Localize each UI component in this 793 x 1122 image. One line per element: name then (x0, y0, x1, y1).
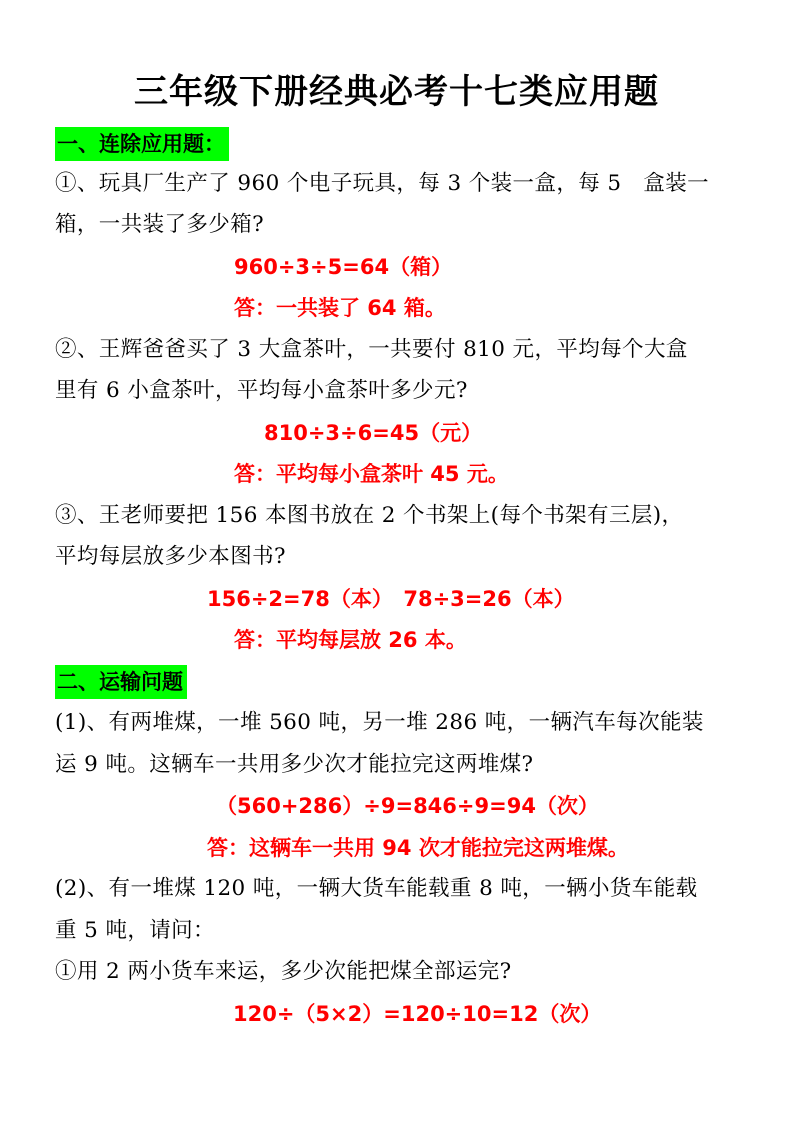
page-title: 三年级下册经典必考十七类应用题 (134, 72, 659, 112)
question-2-line-2: 里有 6 小盒茶叶，平均每小盒茶叶多少元? (55, 378, 468, 403)
transport-question-1-answer: 答：这辆车一共用 94 次才能拉完这两堆煤。 (207, 836, 629, 860)
question-1-calculation: 960÷3÷5=64（箱） (234, 255, 453, 279)
question-1-answer: 答：一共装了 64 箱。 (234, 296, 446, 320)
transport-question-1-line-2: 运 9 吨。这辆车一共用多少次才能拉完这两堆煤? (55, 752, 534, 777)
transport-question-2-sub-1: ①用 2 两小货车来运，多少次能把煤全部运完? (55, 959, 512, 984)
transport-question-2-line-1: (2)、有一堆煤 120 吨，一辆大货车能载重 8 吨，一辆小货车能载 (55, 876, 698, 901)
question-1-line-2: 箱，一共装了多少箱? (55, 212, 265, 237)
transport-question-1-line-1: (1)、有两堆煤，一堆 560 吨，另一堆 286 吨，一辆汽车每次能装 (55, 710, 704, 735)
question-2-calculation: 810÷3÷6=45（元） (264, 421, 483, 445)
question-3-answer: 答：平均每层放 26 本。 (234, 628, 467, 652)
question-2-answer: 答：平均每小盒茶叶 45 元。 (234, 462, 509, 486)
transport-question-2-line-2: 重 5 吨，请问： (55, 918, 215, 943)
question-3-line-1: ③、王老师要把 156 本图书放在 2 个书架上(每个书架有三层)， (55, 503, 684, 528)
question-1-line-1: ①、玩具厂生产了 960 个电子玩具，每 3 个装一盒，每 5 盒装一 (55, 171, 710, 196)
question-3-line-2: 平均每层放多少本图书? (55, 544, 286, 569)
section-heading-transport: 二、运输问题 (55, 665, 187, 699)
section-heading-division: 一、连除应用题： (55, 127, 229, 161)
transport-question-1-calculation: （560+286）÷9=846÷9=94（次） (216, 794, 599, 818)
question-3-calculation: 156÷2=78（本） 78÷3=26（本） (207, 587, 575, 611)
question-2-line-1: ②、王辉爸爸买了 3 大盒茶叶，一共要付 810 元，平均每个大盒 (55, 337, 688, 362)
transport-question-2-calculation: 120÷（5×2）=120÷10=12（次） (233, 1002, 602, 1026)
